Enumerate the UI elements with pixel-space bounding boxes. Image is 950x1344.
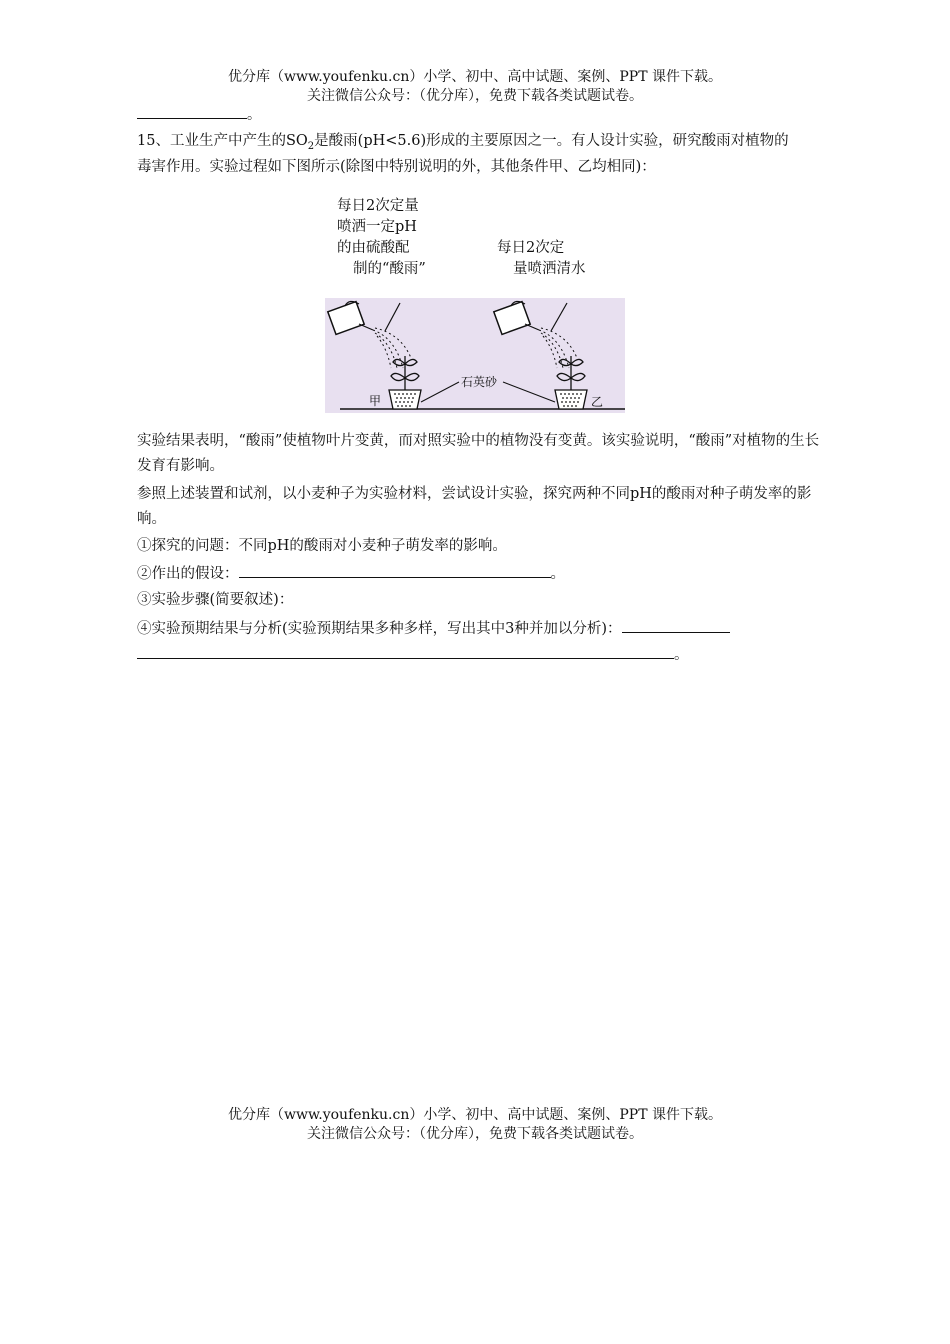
experiment-illustration xyxy=(325,298,625,413)
question-15-text xyxy=(137,131,797,178)
right-pot xyxy=(555,390,587,409)
results-end: 。 xyxy=(674,647,689,663)
hypothesis-label: ②作出的假设： xyxy=(137,566,239,582)
pot-b-label: 乙 xyxy=(591,395,604,409)
q15-text-pre: 15、工业生产中产生的SO xyxy=(137,133,308,149)
right-label-line2: 量喷洒清水 xyxy=(513,261,586,277)
q15-text-post: 是酸雨(pH<5.6)形成的主要原因之一。有人设计实验，研究酸雨对植物的毒害作用。实验过程如下图所示(除图中特别说明的外，其他条件甲、乙均相同)： xyxy=(137,133,789,175)
page-footer-line2: 关注微信公众号：（优分库），免费下载各类试题试卷。 xyxy=(307,1126,643,1142)
previous-answer-blank xyxy=(137,104,261,124)
experiment-figure xyxy=(325,298,625,413)
page-header-line1: 优分库（www.youfenku.cn）小学、初中、高中试题、案例、PPT 课件下载。 xyxy=(227,69,722,85)
quartz-sand-label: 石英砂 xyxy=(461,375,498,389)
page-footer-line1: 优分库（www.youfenku.cn）小学、初中、高中试题、案例、PPT 课件下载。 xyxy=(227,1107,722,1123)
answer-underline xyxy=(137,104,247,119)
item-1-question: ①探究的问题：不同pH的酸雨对小麦种子萌发率的影响。 xyxy=(137,538,507,554)
blank-end-punct: 。 xyxy=(247,107,261,123)
results-label: ④实验预期结果与分析(实验预期结果多种多样，写出其中3种并加以分析)： xyxy=(137,621,622,637)
q15-subscript: 2 xyxy=(307,140,315,152)
item-2-hypothesis xyxy=(137,563,827,584)
left-label-line4: 制的“酸雨” xyxy=(353,261,426,277)
right-label-line1: 每日2次定 xyxy=(497,240,565,256)
result-paragraph: 实验结果表明，“酸雨”使植物叶片变黄，而对照实验中的植物没有变黄。该实验说明，“酸雨”对植物的生长发育有影响。 xyxy=(137,433,820,474)
left-pot xyxy=(389,390,421,409)
task-paragraph: 参照上述装置和试剂，以小麦种子为实验材料，尝试设计实验，探究两种不同pH的酸雨对种子萌发率的影响。 xyxy=(137,486,812,527)
results-blank-2 xyxy=(137,644,674,659)
results-blank-1 xyxy=(622,618,730,633)
item-4-results xyxy=(137,618,827,639)
hypothesis-end: 。 xyxy=(550,566,565,582)
hypothesis-blank xyxy=(239,563,551,578)
left-label-line2: 喷洒一定pH xyxy=(337,219,417,235)
pot-a-label: 甲 xyxy=(369,394,382,408)
left-label-line3: 的由硫酸配 xyxy=(337,240,410,256)
left-label-line1: 每日2次定量 xyxy=(337,198,419,214)
item-4-results-line2 xyxy=(137,644,827,665)
page-header-line2: 关注微信公众号：（优分库），免费下载各类试题试卷。 xyxy=(307,88,643,104)
item-3-steps: ③实验步骤(简要叙述)： xyxy=(137,592,294,608)
